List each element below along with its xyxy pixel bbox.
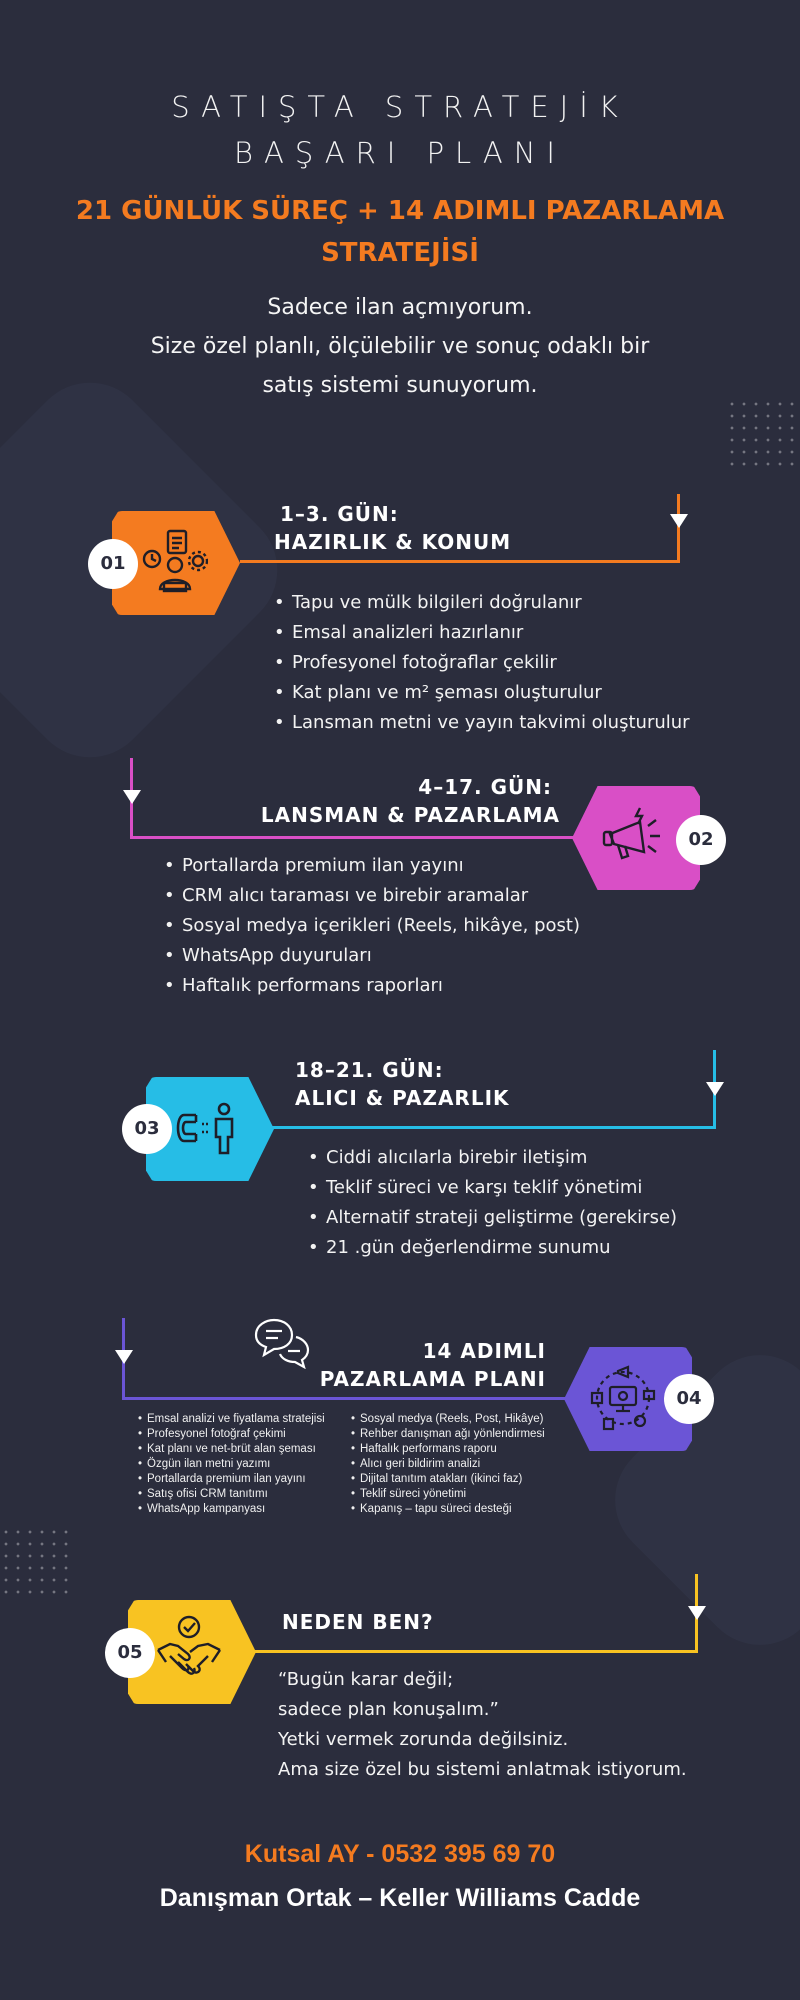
step-4-connector: [122, 1397, 582, 1400]
handshake-icon: [154, 1614, 224, 1684]
list-item: • Teklif süreci yönetimi: [346, 1487, 545, 1502]
list-item: • Sosyal medya içerikleri (Reels, hikâye, post): [164, 911, 580, 941]
step-4-number: 04: [664, 1374, 714, 1424]
down-arrow-icon: [688, 1606, 706, 1620]
step-1-number: 01: [88, 539, 138, 589]
page-subtitle: 21 GÜNLÜK SÜREÇ + 14 ADIMLI PAZARLAMA STRATEJİSİ: [75, 196, 725, 268]
marketing-plan-list-1: [133, 1412, 325, 1517]
list-item: • Kapanış – tapu süreci desteği: [346, 1502, 545, 1517]
list-item: • Dijital tanıtım atakları (ikinci faz): [346, 1472, 545, 1487]
down-arrow-icon: [123, 790, 141, 804]
step-2-number: 02: [676, 815, 726, 865]
down-arrow-icon: [670, 514, 688, 528]
list-item: • Portallarda premium ilan yayını: [164, 851, 580, 881]
list-item: • Kat planı ve net-brüt alan şeması: [133, 1442, 325, 1457]
page-title: SATIŞTA STRATEJİK BAŞARI PLANI: [171, 90, 629, 170]
list-item: • WhatsApp kampanyası: [133, 1502, 325, 1517]
list-item: • Portallarda premium ilan yayını: [133, 1472, 325, 1487]
company-name: Danışman Ortak – Keller Williams Cadde: [159, 1884, 641, 1912]
step-2-connector: [130, 836, 590, 839]
step-5-number: 05: [105, 1628, 155, 1678]
step-1-connector-vertical: [677, 494, 680, 563]
down-arrow-icon: [706, 1082, 724, 1096]
list-item: • CRM alıcı taraması ve birebir aramalar: [164, 881, 580, 911]
step-1-list: [274, 588, 690, 738]
list-item: • Profesyonel fotoğraflar çekilir: [274, 648, 690, 678]
list-item: • Alıcı geri bildirim analizi: [346, 1457, 545, 1472]
list-item: • Rehber danışman ağı yönlendirmesi: [346, 1427, 545, 1442]
list-item: • Tapu ve mülk bilgileri doğrulanır: [274, 588, 690, 618]
list-item: • Sosyal medya (Reels, Post, Hikâye): [346, 1412, 545, 1427]
list-item: • Haftalık performans raporu: [346, 1442, 545, 1457]
step-1-connector: [240, 560, 680, 563]
planning-worker-icon: [142, 529, 208, 595]
step-3-list: [308, 1143, 677, 1263]
dot-pattern: [0, 1526, 72, 1598]
contact-info: Kutsal AY - 0532 395 69 70: [244, 1840, 556, 1868]
list-item: • Haftalık performans raporları: [164, 971, 580, 1001]
marketing-plan-list-2: [346, 1412, 545, 1517]
list-item: • Emsal analizleri hazırlanır: [274, 618, 690, 648]
step-4-title: 14 ADIMLI PAZARLAMA PLANI: [319, 1339, 546, 1391]
list-item: • Emsal analizi ve fiyatlama stratejisi: [133, 1412, 325, 1427]
step-1-title: 1–3. GÜN: HAZIRLIK & KONUM: [274, 502, 512, 554]
digital-marketing-icon: [588, 1363, 658, 1433]
list-item: • WhatsApp duyuruları: [164, 941, 580, 971]
down-arrow-icon: [115, 1350, 133, 1364]
list-item: • Teklif süreci ve karşı teklif yönetimi: [308, 1173, 677, 1203]
intro-text: Sadece ilan açmıyorum. Size özel planlı, ölçülebilir ve sonuç odaklı bir satış sistemi sunuyorum.: [150, 295, 650, 398]
list-item: • Satış ofisi CRM tanıtımı: [133, 1487, 325, 1502]
list-item: • Kat planı ve m² şeması oluşturulur: [274, 678, 690, 708]
list-item: • Ciddi alıcılarla birebir iletişim: [308, 1143, 677, 1173]
step-2-title: 4–17. GÜN: LANSMAN & PAZARLAMA: [260, 775, 560, 827]
step-2-list: [164, 851, 580, 1001]
list-item: • Alternatif strateji geliştirme (gerekirse): [308, 1203, 677, 1233]
list-item: • 21 .gün değerlendirme sunumu: [308, 1233, 677, 1263]
step-3-connector: [270, 1126, 716, 1129]
list-item: • Profesyonel fotoğraf çekimi: [133, 1427, 325, 1442]
step-3-title: 18–21. GÜN: ALICI & PAZARLIK: [295, 1058, 510, 1110]
megaphone-icon: [600, 804, 666, 870]
step-5-quote: “Bugün karar değil; sadece plan konuşalım.” Yetki vermek zorunda değilsiniz. Ama size özel bu sistemi anlatmak istiyorum.: [278, 1669, 687, 1780]
step-5-title: NEDEN BEN?: [282, 1610, 434, 1634]
list-item: • Lansman metni ve yayın takvimi oluşturulur: [274, 708, 690, 738]
magnet-person-icon: [174, 1095, 240, 1161]
list-item: • Özgün ilan metni yazımı: [133, 1457, 325, 1472]
dot-pattern: [726, 398, 798, 470]
step-5-connector: [230, 1650, 698, 1653]
step-3-number: 03: [122, 1104, 172, 1154]
